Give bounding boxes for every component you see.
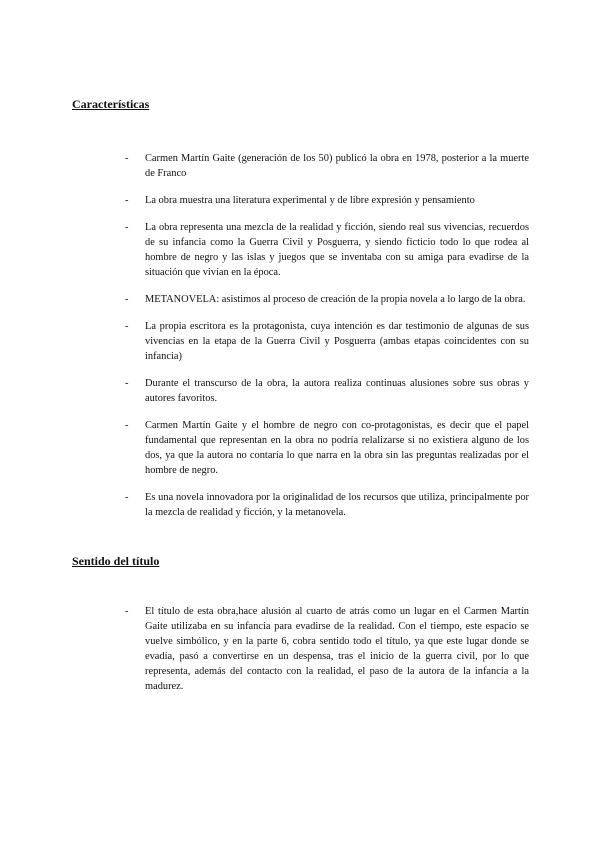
list-item — [125, 220, 529, 280]
bullet-dash: - — [125, 153, 129, 164]
bullet-dash: - — [125, 294, 129, 305]
list-item-text: La propia escritora es la protagonista, cuya intención es dar testimonio de algunas de sus vivencias en la etapa de la Guerra Civil y Posguerra (ambas etapas coincidentes con su infancia) — [145, 321, 529, 362]
list-item — [125, 604, 529, 694]
sentido-list — [125, 604, 529, 694]
list-item — [125, 376, 529, 406]
bullet-dash: - — [125, 195, 129, 206]
bullet-dash: - — [125, 222, 129, 233]
list-item-text: El título de esta obra,hace alusión al cuarto de atrás como un lugar en el Carmen Martín Gaite utilizaba en su infancia para evadirse de la realidad. Con el tiempo, este espacio se vuelve simbólico, y en la parte 6, cobra sentido todo el título, ya que este lugar donde se evadía, pasó a convertirse en un despensa, tras el inicio de la guerra civil, por lo que representa, además del contacto con la realidad, el paso de la autora de la infancia a la madurez. — [145, 606, 529, 692]
bullet-dash: - — [125, 321, 129, 332]
list-item — [125, 418, 529, 478]
list-item-text: Es una novela innovadora por la originalidad de los recursos que utiliza, principalmente por la mezcla de realidad y ficción, y la metanovela. — [145, 492, 529, 518]
section-heading-sentido: Sentido del título — [72, 554, 160, 568]
bullet-dash: - — [125, 420, 129, 431]
list-item — [125, 193, 529, 208]
list-item-text: La obra representa una mezcla de la realidad y ficción, siendo real sus vivencias, recuerdos de su infancia como la Guerra Civil y Posguerra, y siendo ficticio todo lo que rodea al hombre de negro y las islas y juegos que se inventaba con su amiga para evadirse de la situación que vivían en la época. — [145, 222, 529, 278]
list-item-text: Carmen Martín Gaite (generación de los 50) publicó la obra en 1978, posterior a la muerte de Franco — [145, 153, 529, 179]
list-item — [125, 151, 529, 181]
bullet-dash: - — [125, 492, 129, 503]
bullet-dash: - — [125, 606, 129, 617]
list-item-text: Durante el transcurso de la obra, la autora realiza continuas alusiones sobre sus obras y autores favoritos. — [145, 378, 529, 404]
caracteristicas-list — [125, 151, 529, 532]
bullet-dash: - — [125, 378, 129, 389]
section-heading-caracteristicas: Características — [72, 97, 150, 111]
list-item-text: La obra muestra una literatura experimental y de libre expresión y pensamiento — [145, 195, 475, 206]
list-item-text: METANOVELA: asistimos al proceso de creación de la propia novela a lo largo de la obra. — [145, 294, 526, 305]
list-item-text: Carmen Martín Gaite y el hombre de negro con co-protagonistas, es decir que el papel fundamental que representan en la obra no podría relalizarse si no existiera alguno de los dos, ya que la autora no contaría lo que narra en la obra sin las preguntas realizadas por el hombre de negro. — [145, 420, 529, 476]
list-item — [125, 319, 529, 364]
list-item — [125, 490, 529, 520]
list-item — [125, 292, 529, 307]
